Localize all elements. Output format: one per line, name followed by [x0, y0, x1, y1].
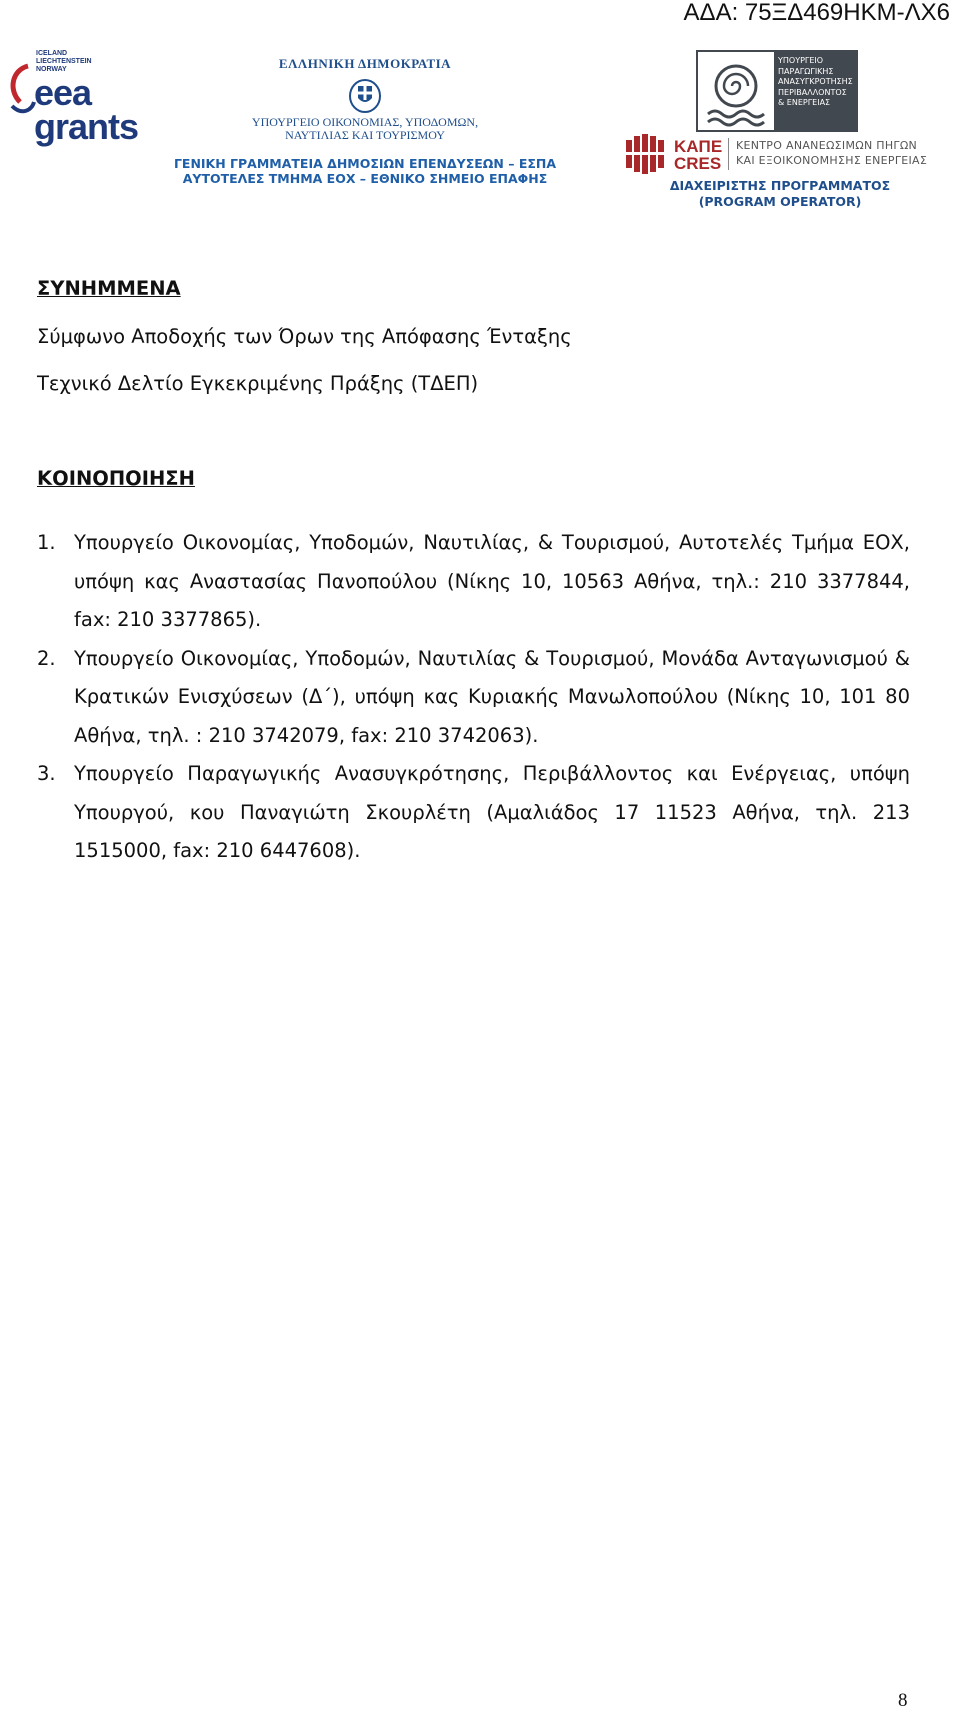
attachment-item: Σύμφωνο Αποδοχής των Όρων της Απόφασης Ένταξης — [37, 325, 572, 348]
program-operator-label: ΔΙΑΧΕΙΡΙΣΤΗΣ ΠΡΟΓΡΑΜΜΑΤΟΣ (PROGRAM OPERATOR) — [669, 178, 891, 209]
gr-title: ΕΛΛΗΝΙΚΗ ΔΗΜΟΚΡΑΤΙΑ — [278, 56, 452, 71]
eea-countries: ICELAND LIECHTENSTEIN NORWAY — [36, 50, 92, 73]
ada-code: ΑΔΑ: 75ΞΔ469ΗΚΜ-ΛΧ6 — [683, 0, 950, 26]
kape-description: ΚΕΝΤΡΟ ΑΝΑΝΕΩΣΙΜΩΝ ΠΗΓΩΝ ΚΑΙ ΕΞΟΙΚΟΝΟΜΗΣΗΣ ΕΝΕΡΓΕΙΑΣ — [736, 139, 928, 167]
page-number: 8 — [898, 1690, 908, 1711]
notification-heading: ΚΟΙΝΟΠΟΙΗΣΗ — [37, 467, 195, 490]
notification-item — [37, 755, 910, 871]
notification-list — [37, 524, 910, 871]
attachments-heading: ΣΥΝΗΜΜΕΝΑ — [37, 277, 181, 300]
greek-emblem-icon — [348, 76, 382, 114]
item-text: Υπουργείο Οικονομίας, Υποδομών, Ναυτιλίας, & Τουρισμού, Αυτοτελές Τμήμα ΕΟΧ, υπόψη κας Αναστασίας Πανοπούλου (Νίκης 10, 10563 Αθήνα, τηλ.: 210 3377844, fax: 210 3377865). — [74, 531, 910, 631]
item-number: 3. — [37, 762, 56, 785]
general-secretariat-text: ΓΕΝΙΚΗ ΓΡΑΜΜΑΤΕΙΑ ΔΗΜΟΣΙΩΝ ΕΠΕΝΔΥΣΕΩΝ – ΕΣΠΑ ΑΥΤΟΤΕΛΕΣ ΤΜΗΜΑ ΕΟΧ – ΕΘΝΙΚΟ ΣΗΜΕΙΟ ΕΠΑΦΗΣ — [173, 156, 557, 186]
notification-item — [37, 640, 910, 756]
item-text: Υπουργείο Παραγωγικής Ανασυγκρότησης, Περιβάλλοντος και Ενέργειας, υπόψη Υπουργού, κου Παναγιώτη Σκουρλέτη (Αμαλιάδος 17 11523 Αθήνα, τηλ. 213 1515000, fax: 210 6447608). — [74, 762, 910, 862]
kape-name: ΚΑΠΕ CRES — [674, 137, 723, 173]
eea-grants-mark-icon — [6, 62, 36, 118]
eea-grants-logo — [6, 50, 139, 147]
spiral-sun-icon — [698, 52, 774, 130]
kape-mark-icon — [624, 134, 670, 174]
ypen-emblem — [698, 52, 774, 130]
eea-grants-wordmark: eea grants — [34, 72, 139, 147]
kape-divider — [728, 138, 729, 170]
item-number: 1. — [37, 531, 56, 554]
notification-item — [37, 524, 910, 640]
gr-ministry-name: ΥΠΟΥΡΓΕΙΟ ΟΙΚΟΝΟΜΙΑΣ, ΥΠΟΔΟΜΩΝ, ΝΑΥΤΙΛΙΑΣ ΚΑΙ ΤΟΥΡΙΣΜΟΥ — [251, 115, 479, 142]
attachment-item: Τεχνικό Δελτίο Εγκεκριμένης Πράξης (ΤΔΕΠ) — [37, 372, 479, 395]
kape-cres-logo — [624, 132, 944, 180]
ypen-logo — [696, 50, 858, 132]
hellenic-republic-logo — [160, 56, 570, 142]
item-text: Υπουργείο Οικονομίας, Υποδομών, Ναυτιλίας & Τουρισμού, Μονάδα Ανταγωνισμού & Κρατικών Ενισχύσεων (Δ΄), υπόψη κας Κυριακής Μανωλοπούλου (Νίκης 10, 101 80 Αθήνα, τηλ. : 210 3742079, fax: 210 3742063). — [74, 646, 910, 747]
item-number: 2. — [37, 646, 56, 670]
ypen-name: ΥΠΟΥΡΓΕΙΟ ΠΑΡΑΓΩΓΙΚΗΣ ΑΝΑΣΥΓΚΡΟΤΗΣΗΣ ΠΕΡΙΒΑΛΛΟΝΤΟΣ & ΕΝΕΡΓΕΙΑΣ — [778, 56, 853, 107]
